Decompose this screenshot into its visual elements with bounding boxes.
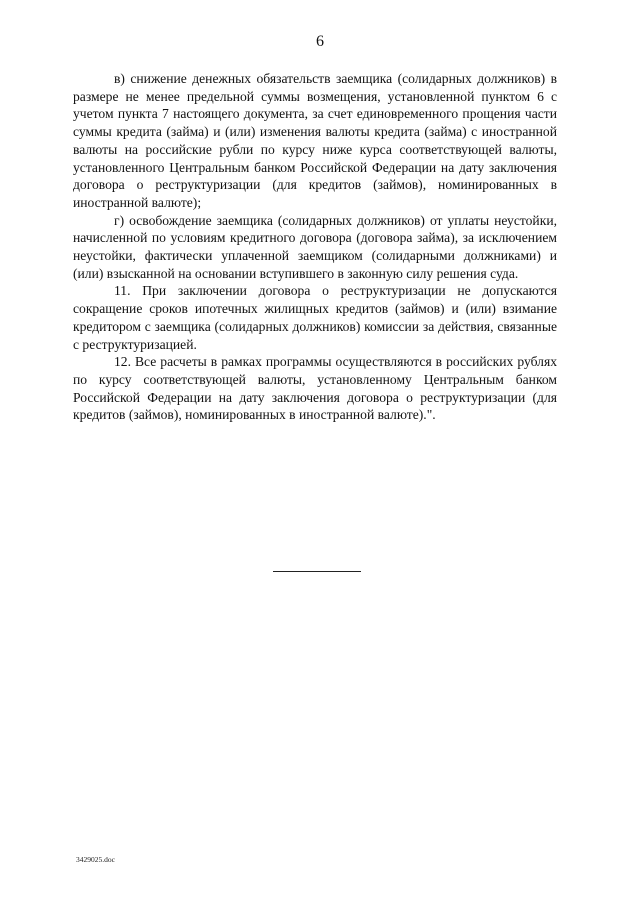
- closing-divider-line: [273, 571, 361, 572]
- page-number: 6: [316, 33, 324, 50]
- paragraph-point-12: 12. Все расчеты в рамках программы осуществляются в российских рублях по курсу соответствующей валюты, установленному Центральным банком Российской Федерации на дату заключения договора о реструктуризации (для кредитов (займов), номинированных в иностранной валюте).".: [73, 354, 557, 423]
- paragraph-item-g: г) освобождение заемщика (солидарных должников) от уплаты неустойки, начисленной по условиям кредитного договора (договора займа), за исключением неустойки, фактически уплаченной заемщиком (солидарными должниками) и (или) взысканной на основании вступившего в законную силу решения суда.: [73, 212, 557, 281]
- paragraph-point-11: 11. При заключении договора о реструктуризации не допускаются сокращение сроков ипотечных жилищных кредитов (займов) и (или) взимание кредитором с заемщика (солидарных должников) комиссии за действия, связанные с реструктуризацией.: [73, 283, 557, 352]
- paragraph-item-v: в) снижение денежных обязательств заемщика (солидарных должников) в размере не менее предельной суммы возмещения, установленной пунктом 6 с учетом пункта 7 настоящего документа, за счет единовременного прощения части суммы кредита (займа) и (или) изменения валюты кредита (займа) с иностранной валюты на российские рубли по курсу ниже курса соответствующей валюты, установленного Центральным банком Российской Федерации на дату заключения договора о реструктуризации (для кредитов (займов), номинированных в иностранной валюте);: [73, 71, 557, 210]
- document-body: [73, 70, 557, 424]
- footer-file-name: 3429025.doc: [76, 855, 115, 864]
